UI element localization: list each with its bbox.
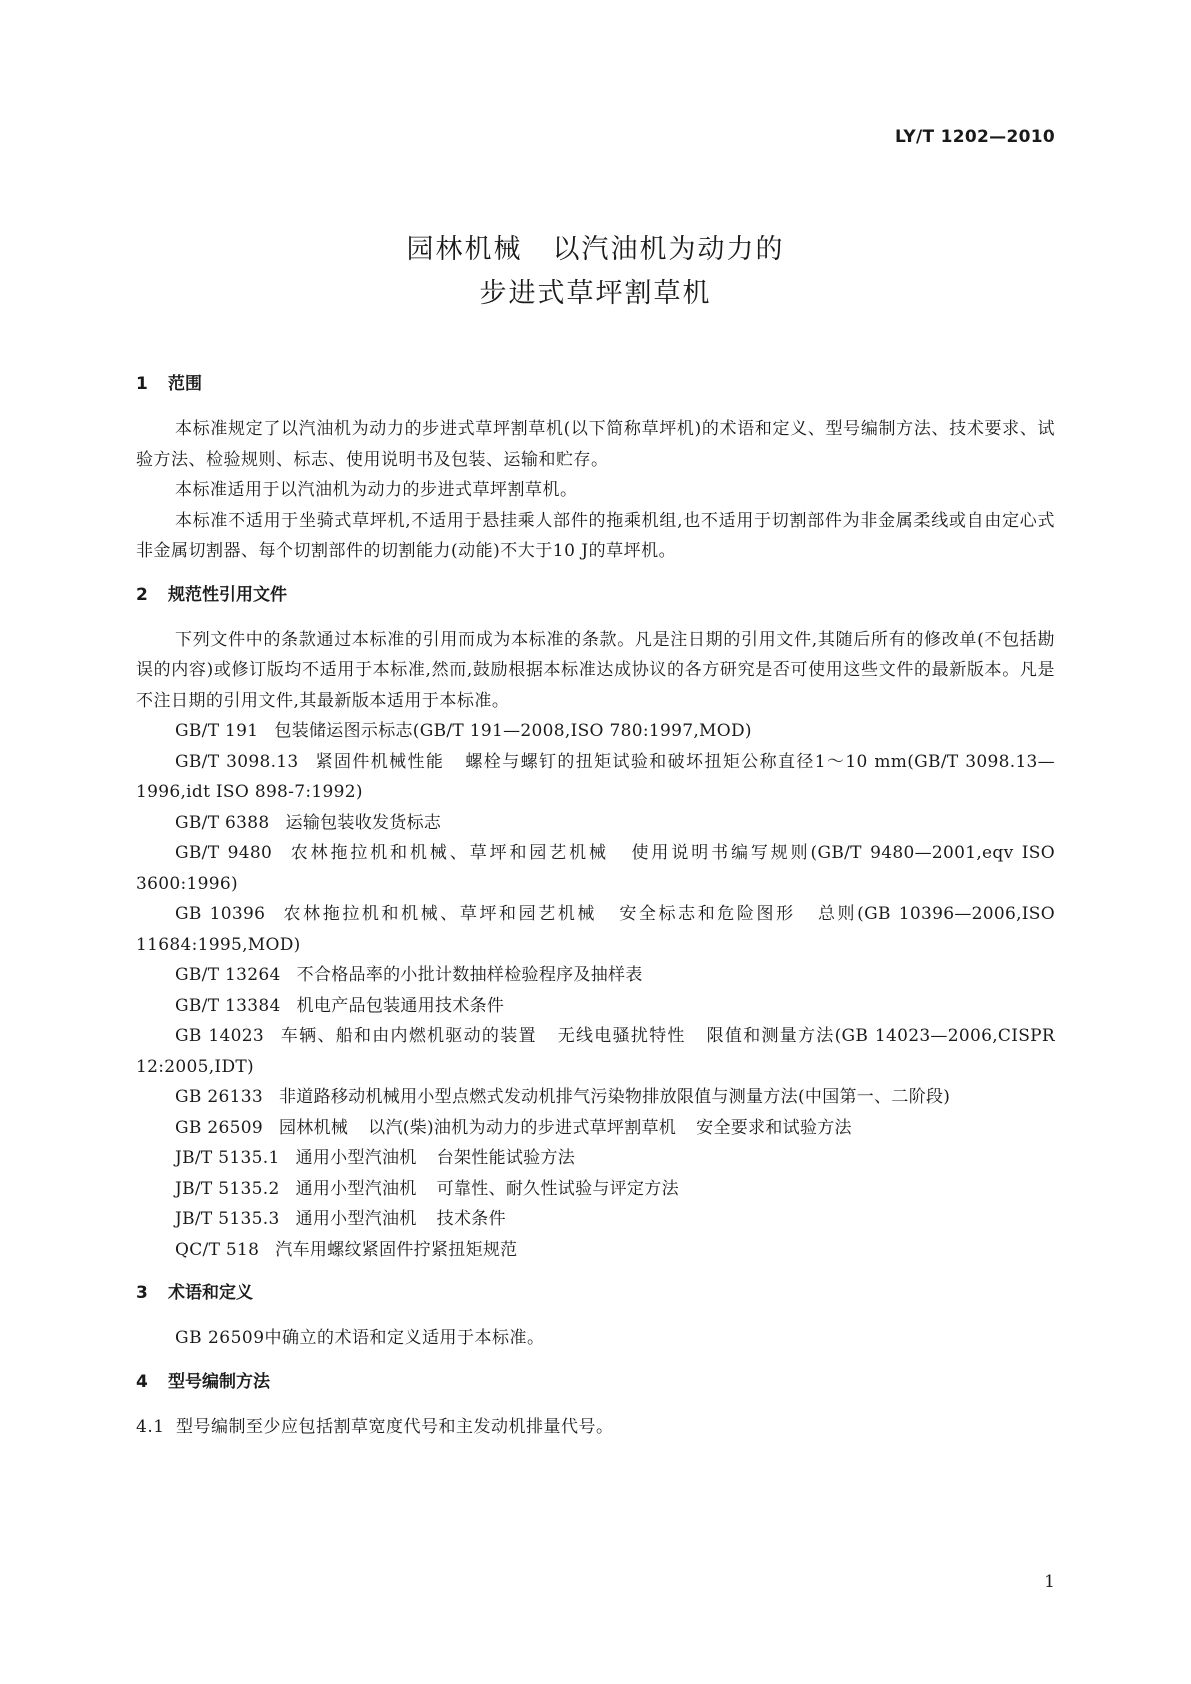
reference-list xyxy=(136,716,1055,1265)
reference-code: GB/T 3098.13 xyxy=(175,751,299,772)
reference-title: 车辆、船和由内燃机驱动的装置 xyxy=(279,1026,537,1046)
section-normative-references xyxy=(136,583,1055,1266)
reference-title: 运输包装收发货标志 xyxy=(285,812,442,833)
paragraph: GB 26509中确立的术语和定义适用于本标准。 xyxy=(175,1328,545,1348)
reference-title: 包装储运图示标志(GB/T 191—2008,ISO 780:1997,MOD) xyxy=(274,721,752,741)
reference-code: GB/T 13264 xyxy=(175,965,281,985)
reference-code: GB 14023 xyxy=(175,1026,264,1046)
reference-item xyxy=(136,838,1055,899)
reference-title: 通用小型汽油机 xyxy=(295,1209,417,1229)
reference-code: JB/T 5135.3 xyxy=(175,1209,280,1229)
reference-code: GB 26509 xyxy=(175,1117,263,1138)
reference-code: GB/T 13384 xyxy=(175,995,281,1016)
document-title xyxy=(0,228,1191,316)
reference-item xyxy=(136,1143,1055,1174)
page-number: 1 xyxy=(1044,1572,1055,1592)
section-scope xyxy=(136,372,1055,567)
reference-code: GB 26133 xyxy=(175,1087,263,1107)
reference-code: JB/T 5135.2 xyxy=(175,1178,280,1199)
reference-title: 使用说明书编写规则(GB/T 9480—2001,eqv ISO 3600:1996) xyxy=(136,843,1055,894)
reference-title: 不合格品率的小批计数抽样检验程序及抽样表 xyxy=(296,965,643,985)
section-heading: 4 型号编制方法 xyxy=(136,1371,270,1392)
section-heading: 2 规范性引用文件 xyxy=(136,584,287,605)
reference-title: 台架性能试验方法 xyxy=(436,1148,576,1168)
title-line-1: 园林机械 以汽油机为动力的 xyxy=(406,234,785,265)
paragraph: 本标准适用于以汽油机为动力的步进式草坪割草机。 xyxy=(175,480,578,500)
reference-item xyxy=(136,1021,1055,1082)
reference-item xyxy=(136,991,1055,1022)
reference-title: 限值和测量方法(GB 14023—2006,CISPR 12:2005,IDT) xyxy=(136,1026,1056,1077)
reference-code: GB 10396 xyxy=(175,904,266,924)
title-line-2: 步进式草坪割草机 xyxy=(479,278,712,309)
reference-item xyxy=(136,960,1055,991)
reference-title: 非道路移动机械用小型点燃式发动机排气污染物排放限值与测量方法(中国第一、二阶段) xyxy=(278,1087,951,1107)
reference-item xyxy=(136,808,1055,839)
reference-title: 农林拖拉机和机械、草坪和园艺机械 xyxy=(281,904,598,924)
reference-title: 无线电骚扰特性 xyxy=(556,1026,686,1046)
section-model-naming xyxy=(136,1370,1055,1443)
reference-title: 园林机械 xyxy=(278,1117,349,1138)
paragraph: 本标准不适用于坐骑式草坪机,不适用于悬挂乘人部件的拖乘机组,也不适用于切割部件为非金属柔线或自由定心式非金属切割器、每个切割部件的切割能力(动能)不大于10 J的草坪机。 xyxy=(136,510,1055,561)
reference-item xyxy=(136,1082,1055,1113)
reference-title: 可靠性、耐久性试验与评定方法 xyxy=(436,1178,679,1199)
reference-title: 以汽(柴)油机为动力的步进式草坪割草机 xyxy=(368,1117,677,1138)
reference-item xyxy=(136,747,1055,808)
reference-item xyxy=(136,1235,1055,1266)
reference-title: 紧固件机械性能 xyxy=(314,751,445,772)
reference-item xyxy=(136,1204,1055,1235)
section-terms xyxy=(136,1281,1055,1354)
reference-item xyxy=(136,716,1055,747)
reference-item xyxy=(136,1174,1055,1205)
reference-title: 螺栓与螺钉的扭矩试验和破坏扭矩公称直径1～10 mm(GB/T 3098.13—1996,idt ISO 898-7:1992) xyxy=(136,751,1055,802)
reference-title: 通用小型汽油机 xyxy=(295,1178,417,1199)
section-heading: 3 术语和定义 xyxy=(136,1283,253,1303)
reference-title: 总则(GB 10396—2006,ISO 11684:1995,MOD) xyxy=(136,904,1055,955)
reference-item xyxy=(136,899,1055,960)
paragraph: 下列文件中的条款通过本标准的引用而成为本标准的条款。凡是注日期的引用文件,其随后所有的修改单(不包括勘误的内容)或修订版均不适用于本标准,然而,鼓励根据本标准达成协议的各方研究是否可使用这些文件的最新版本。凡是不注日期的引用文件,其最新版本适用于本标准。 xyxy=(136,629,1055,711)
reference-title: 汽车用螺纹紧固件拧紧扭矩规范 xyxy=(275,1239,518,1260)
reference-code: GB/T 191 xyxy=(175,721,259,741)
reference-title: 安全标志和危险图形 xyxy=(617,904,796,924)
reference-title: 安全要求和试验方法 xyxy=(696,1117,852,1138)
reference-code: JB/T 5135.1 xyxy=(175,1148,280,1168)
reference-title: 农林拖拉机和机械、草坪和园艺机械 xyxy=(288,843,609,863)
paragraph: 本标准规定了以汽油机为动力的步进式草坪割草机(以下简称草坪机)的术语和定义、型号编制方法、技术要求、试验方法、检验规则、标志、使用说明书及包装、运输和贮存。 xyxy=(136,419,1055,470)
reference-title: 通用小型汽油机 xyxy=(295,1148,417,1168)
clause-4-1: 4.1 型号编制至少应包括割草宽度代号和主发动机排量代号。 xyxy=(136,1416,614,1437)
standard-code: LY/T 1202—2010 xyxy=(894,127,1055,147)
reference-title: 技术条件 xyxy=(436,1209,506,1229)
reference-title: 机电产品包装通用技术条件 xyxy=(296,995,505,1016)
document-body xyxy=(136,372,1055,1454)
reference-code: GB/T 6388 xyxy=(175,812,270,833)
section-heading: 1 范围 xyxy=(136,374,202,394)
reference-code: GB/T 9480 xyxy=(175,843,273,863)
reference-code: QC/T 518 xyxy=(175,1239,260,1260)
reference-item xyxy=(136,1113,1055,1144)
